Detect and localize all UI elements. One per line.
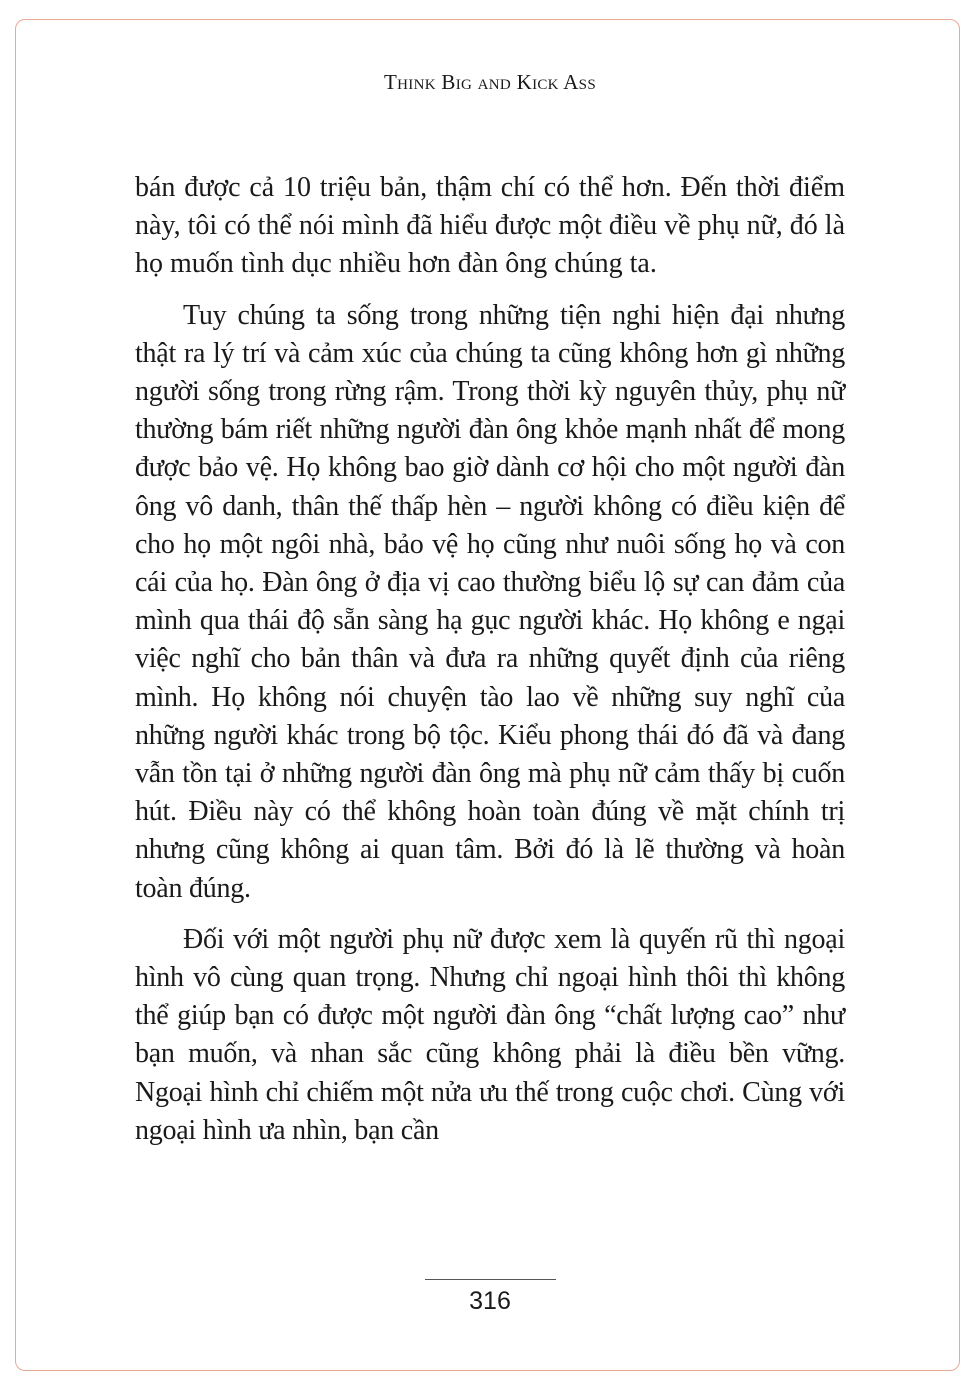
paragraph-3: Đối với một người phụ nữ được xem là quyến rũ thì ngoại hình vô cùng quan trọng. Nhưng chỉ ngoại hình thôi thì không thể giúp bạn có được một người đàn ông “chất lượng cao” như bạn muốn, và nhan sắc cũng không phải là điều bền vững. Ngoại hình chỉ chiếm một nửa ưu thế trong cuộc chơi. Cùng với ngoại hình ưa nhìn, bạn cần [135,923,845,1146]
body-text [135,169,845,1150]
paragraph-2: Tuy chúng ta sống trong những tiện nghi hiện đại nhưng thật ra lý trí và cảm xúc của chúng ta cũng không hơn gì những người sống trong rừng rậm. Trong thời kỳ nguyên thủy, phụ nữ thường bám riết những người đàn ông khỏe mạnh nhất để mong được bảo vệ. Họ không bao giờ dành cơ hội cho một người đàn ông vô danh, thân thế thấp hèn – người không có điều kiện để cho họ một ngôi nhà, bảo vệ họ cũng như nuôi sống họ và con cái của họ. Đàn ông ở địa vị cao thường biểu lộ sự can đảm của mình qua thái độ sẵn sàng hạ gục người khác. Họ không e ngại việc nghĩ cho bản thân và đưa ra những quyết định của riêng mình. Họ không nói chuyện tào lao về những suy nghĩ của những người khác trong bộ tộc. Kiểu phong thái đó đã và đang vẫn tồn tại ở những người đàn ông mà phụ nữ cảm thấy bị cuốn hút. Điều này có thể không hoàn toàn đúng về mặt chính trị nhưng cũng không ai quan tâm. Bởi đó là lẽ thường và hoàn toàn đúng. [135,299,845,904]
running-header: Think Big and Kick Ass [384,70,596,94]
footer-rule [425,1279,556,1280]
page-number: 316 [469,1287,511,1315]
paragraph-1: bán được cả 10 triệu bản, thậm chí có thể hơn. Đến thời điểm này, tôi có thể nói mình đã hiểu được một điều về phụ nữ, đó là họ muốn tình dục nhiều hơn đàn ông chúng ta. [135,172,845,280]
